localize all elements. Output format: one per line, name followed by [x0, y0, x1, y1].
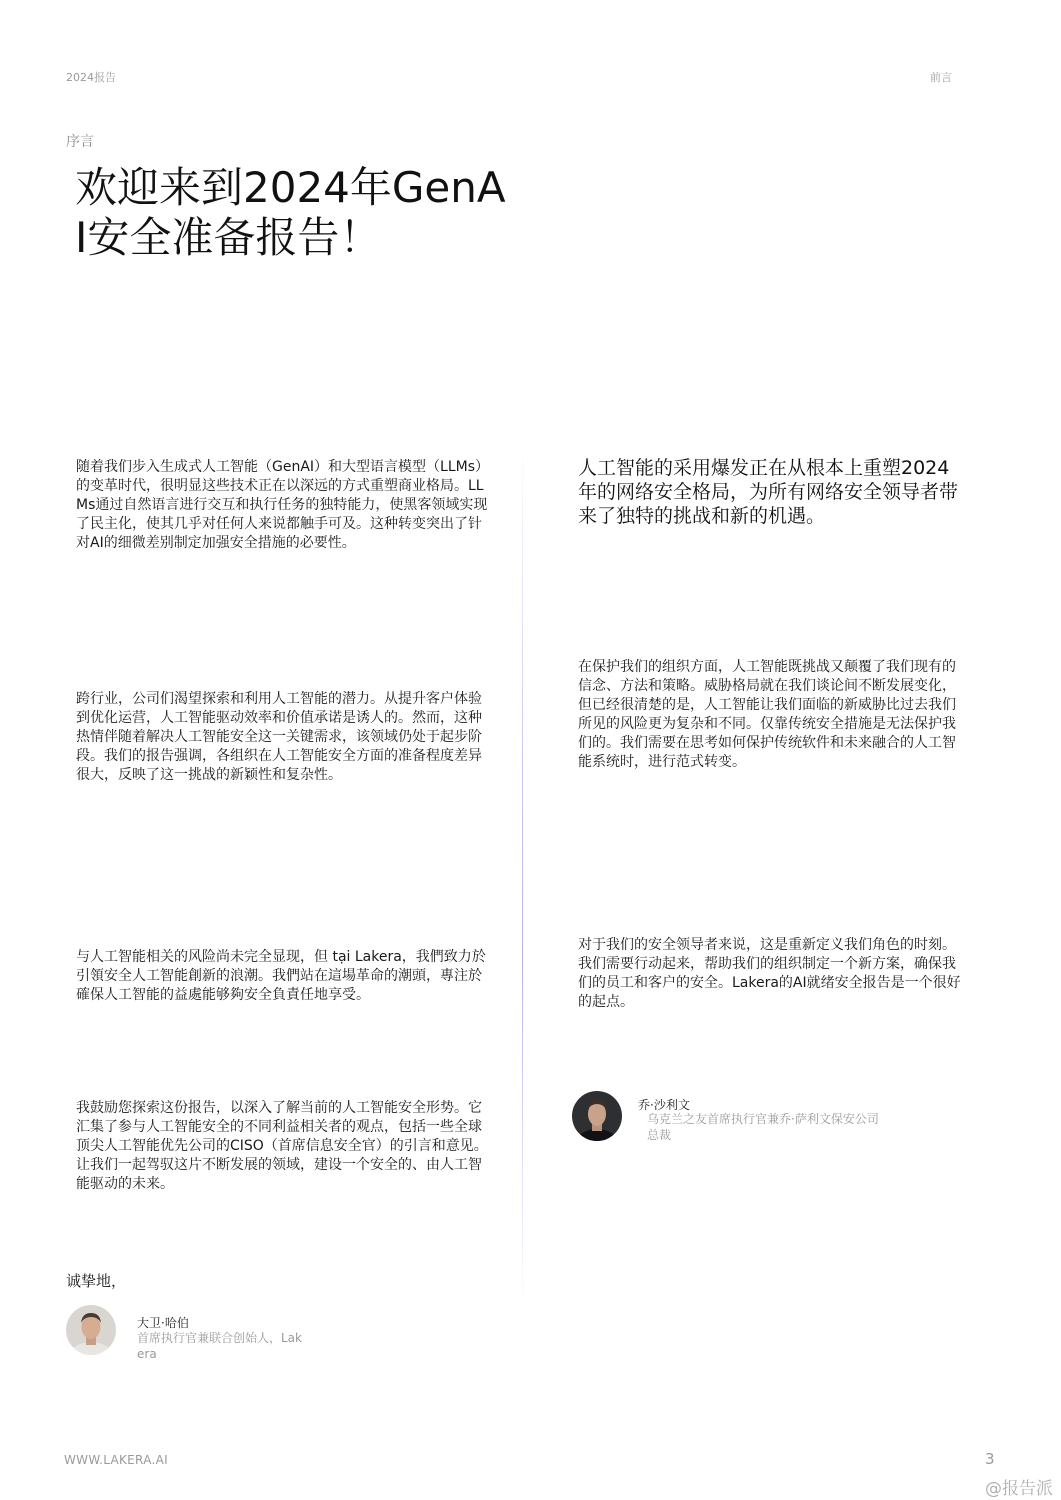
left-paragraph-3: 与人工智能相关的风险尚未完全显现，但 tại Lakera，我們致力於引領安全人工智能創新的浪潮。我們站在這場革命的潮頭，專注於確保人工智能的益處能够夠安全負責任地享受。 [76, 949, 486, 1003]
avatar-joe [572, 1091, 622, 1141]
column-divider [522, 440, 523, 1312]
page-number: 3 [985, 1450, 995, 1468]
left-signature-role: 首席执行官兼联合创始人，Lakera [137, 1331, 302, 1361]
left-paragraph-2: 跨行业，公司们渴望探索和利用人工智能的潜力。从提升客户体验到优化运营，人工智能驱动效率和价值承诺是诱人的。然而，这种热情伴随着解决人工智能安全这一关键需求，该领域仍处于起步阶段。我们的报告强调，各组织在人工智能安全方面的准备程度差异很大，反映了这一挑战的新颖性和复杂性。 [76, 691, 482, 783]
header-section-label: 前言 [930, 71, 952, 84]
left-paragraph-1: 随着我们步入生成式人工智能（GenAI）和大型语言模型（LLMs）的变革时代，很明显这些技术正在以深远的方式重塑商业格局。LLMs通过自然语言进行交互和执行任务的独特能力，使黑客领域实现了民主化，使其几乎对任何人来说都触手可及。这种转变突出了针对AI的细微差别制定加强安全措施的必要性。 [76, 459, 490, 551]
right-signature-name: 乔·沙利文 [638, 1098, 690, 1112]
header-report-label: 2024报告 [66, 71, 116, 84]
pull-quote: 人工智能的采用爆发正在从根本上重塑2024年的网络安全格局，为所有网络安全领导者带来了独特的挑战和新的机遇。 [578, 457, 959, 527]
avatar-david [66, 1305, 116, 1355]
closing-salutation: 诚挚地， [66, 1272, 127, 1290]
right-paragraph-2: 对于我们的安全领导者来说，这是重新定义我们角色的时刻。我们需要行动起来，帮助我们的组织制定一个新方案，确保我们的员工和客户的安全。Lakera的AI就绪安全报告是一个很好的起点。 [578, 937, 961, 1010]
page-title: 欢迎来到2024年GenAI安全准备报告！ [75, 163, 506, 262]
left-signature-name: 大卫·哈伯 [137, 1316, 189, 1330]
section-label: 序言 [66, 134, 94, 150]
watermark: @报告派 [985, 1479, 1053, 1499]
right-paragraph-1: 在保护我们的组织方面，人工智能既挑战又颠覆了我们现有的信念、方法和策略。威胁格局就在我们谈论间不断发展变化，但已经很清楚的是，人工智能让我们面临的新威胁比过去我们所见的风险更为复杂和不同。仅靠传统安全措施是无法保护我们的。我们需要在思考如何保护传统软件和未来融合的人工智能系统时，进行范式转变。 [578, 659, 956, 770]
footer-website-link[interactable]: WWW.LAKERA.AI [64, 1453, 168, 1467]
left-paragraph-4: 我鼓励您探索这份报告，以深入了解当前的人工智能安全形势。它汇集了参与人工智能安全的不同利益相关者的观点，包括一些全球顶尖人工智能优先公司的CISO（首席信息安全官）的引言和意见。让我们一起驾驭这片不断发展的领域，建设一个安全的、由人工智能驱动的未来。 [76, 1100, 488, 1192]
right-signature-role: 乌克兰之友首席执行官兼乔·萨利文保安公司总裁 [647, 1112, 879, 1142]
